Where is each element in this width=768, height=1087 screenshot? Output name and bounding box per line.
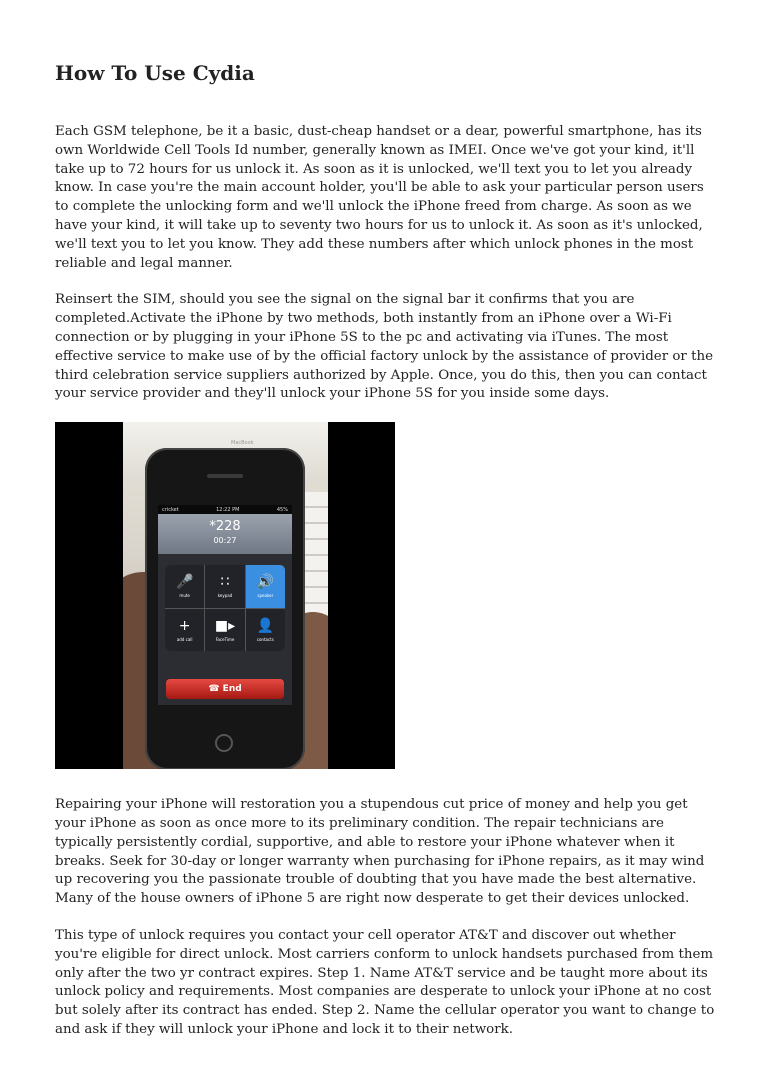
speaker-button[interactable] <box>246 565 285 608</box>
facetime-label: FaceTime <box>215 636 235 642</box>
photo-scene <box>123 422 328 769</box>
battery-label: 45% <box>276 506 288 513</box>
paragraph-3: Repairing your iPhone will restoration you a stupendous cut price of money and help you get your iPhone as soon as once more to its preliminary condition. The repair technicians are typically persistently cordial, supportive, and able to restore your iPhone whatever when it breaks. Seek for 30-day or longer warranty when purchasing for iPhone repairs, as it may wind up recovering you the passionate trouble of doubting that you have made the best alternative. Many of the house owners of iPhone 5 are right now desperate to get their devices unlocked. <box>55 797 705 907</box>
document-page <box>55 58 720 1058</box>
carrier-label: cricket <box>162 506 179 513</box>
video-camera-icon: ■▸ <box>214 617 236 634</box>
page-title: How To Use Cydia <box>55 61 255 85</box>
contacts-button[interactable] <box>246 609 285 652</box>
call-info <box>158 514 292 554</box>
speaker-label: speaker <box>257 593 274 599</box>
paragraph-2: Reinsert the SIM, should you see the signal on the signal bar it confirms that you are completed.Activate the iPhone by two methods, both instantly from an iPhone over a Wi-Fi connection or by plugging in your iPhone 5S to the pc and activating via iTunes. The most effective service to make use of by the official factory unlock by the assistance of provider or the third celebration service suppliers authorized by Apple. Once, you do this, then you can contact your service provider and they'll unlock your iPhone 5S for you inside some days. <box>55 292 714 402</box>
end-call-button[interactable] <box>166 679 284 699</box>
phone-screen <box>158 505 292 705</box>
iphone <box>145 448 305 769</box>
call-timer: 00:27 <box>213 536 237 546</box>
status-time: 12:22 PM <box>216 506 240 513</box>
mute-label: mute <box>179 593 190 599</box>
microphone-icon: 🎤 <box>175 574 194 591</box>
dialed-number: *228 <box>209 519 241 535</box>
add-call-button[interactable] <box>165 609 204 652</box>
speaker-icon: 🔊 <box>256 574 275 591</box>
end-label: End <box>222 684 242 695</box>
contacts-label: contacts <box>256 636 274 642</box>
iphone-photo <box>55 422 395 769</box>
keypad-label: keypad <box>217 593 233 599</box>
facetime-button[interactable] <box>205 609 244 652</box>
call-controls <box>165 565 285 651</box>
mute-button[interactable] <box>165 565 204 608</box>
person-icon: 👤 <box>256 617 275 634</box>
phone-hangup-icon: ☎ <box>208 684 223 695</box>
paragraph-1: Each GSM telephone, be it a basic, dust-cheap handset or a dear, powerful smartphone, has its own Worldwide Cell Tools Id number, generally known as IMEI. Once we've got your kind, it'll take up to 72 hours for us unlock it. As soon as it is unlocked, we'll text you to let you already know. In case you're the main account holder, you'll be able to ask your particular person users to complete the unlocking form and we'll unlock the iPhone freed from charge. As soon as we have your kind, it will take up to seventy two hours for us to unlock it. As soon as it's unlocked, we'll text you to let you know. They add these numbers after which unlock phones in the most reliable and legal manner. <box>55 124 704 271</box>
paragraph-4: This type of unlock requires you contact your cell operator AT&T and discover out whether you're eligible for direct unlock. Most carriers conform to unlock handsets purchased from them only after the two yr contract expires. Step 1. Name AT&T service and be taught more about its unlock policy and requirements. Most companies are desperate to unlock your iPhone at no cost but solely after its contract has ended. Step 2. Name the cellular operator you want to change to and ask if they will unlock your iPhone and lock it to their network. <box>55 927 715 1037</box>
keypad-icon: ∷ <box>220 574 230 591</box>
home-button[interactable] <box>215 734 233 752</box>
laptop-label: MacBook <box>231 440 254 447</box>
earpiece <box>207 474 243 478</box>
keypad-button[interactable] <box>205 565 244 608</box>
plus-icon: + <box>178 617 191 634</box>
add-call-label: add call <box>176 636 193 642</box>
status-bar <box>158 505 292 514</box>
